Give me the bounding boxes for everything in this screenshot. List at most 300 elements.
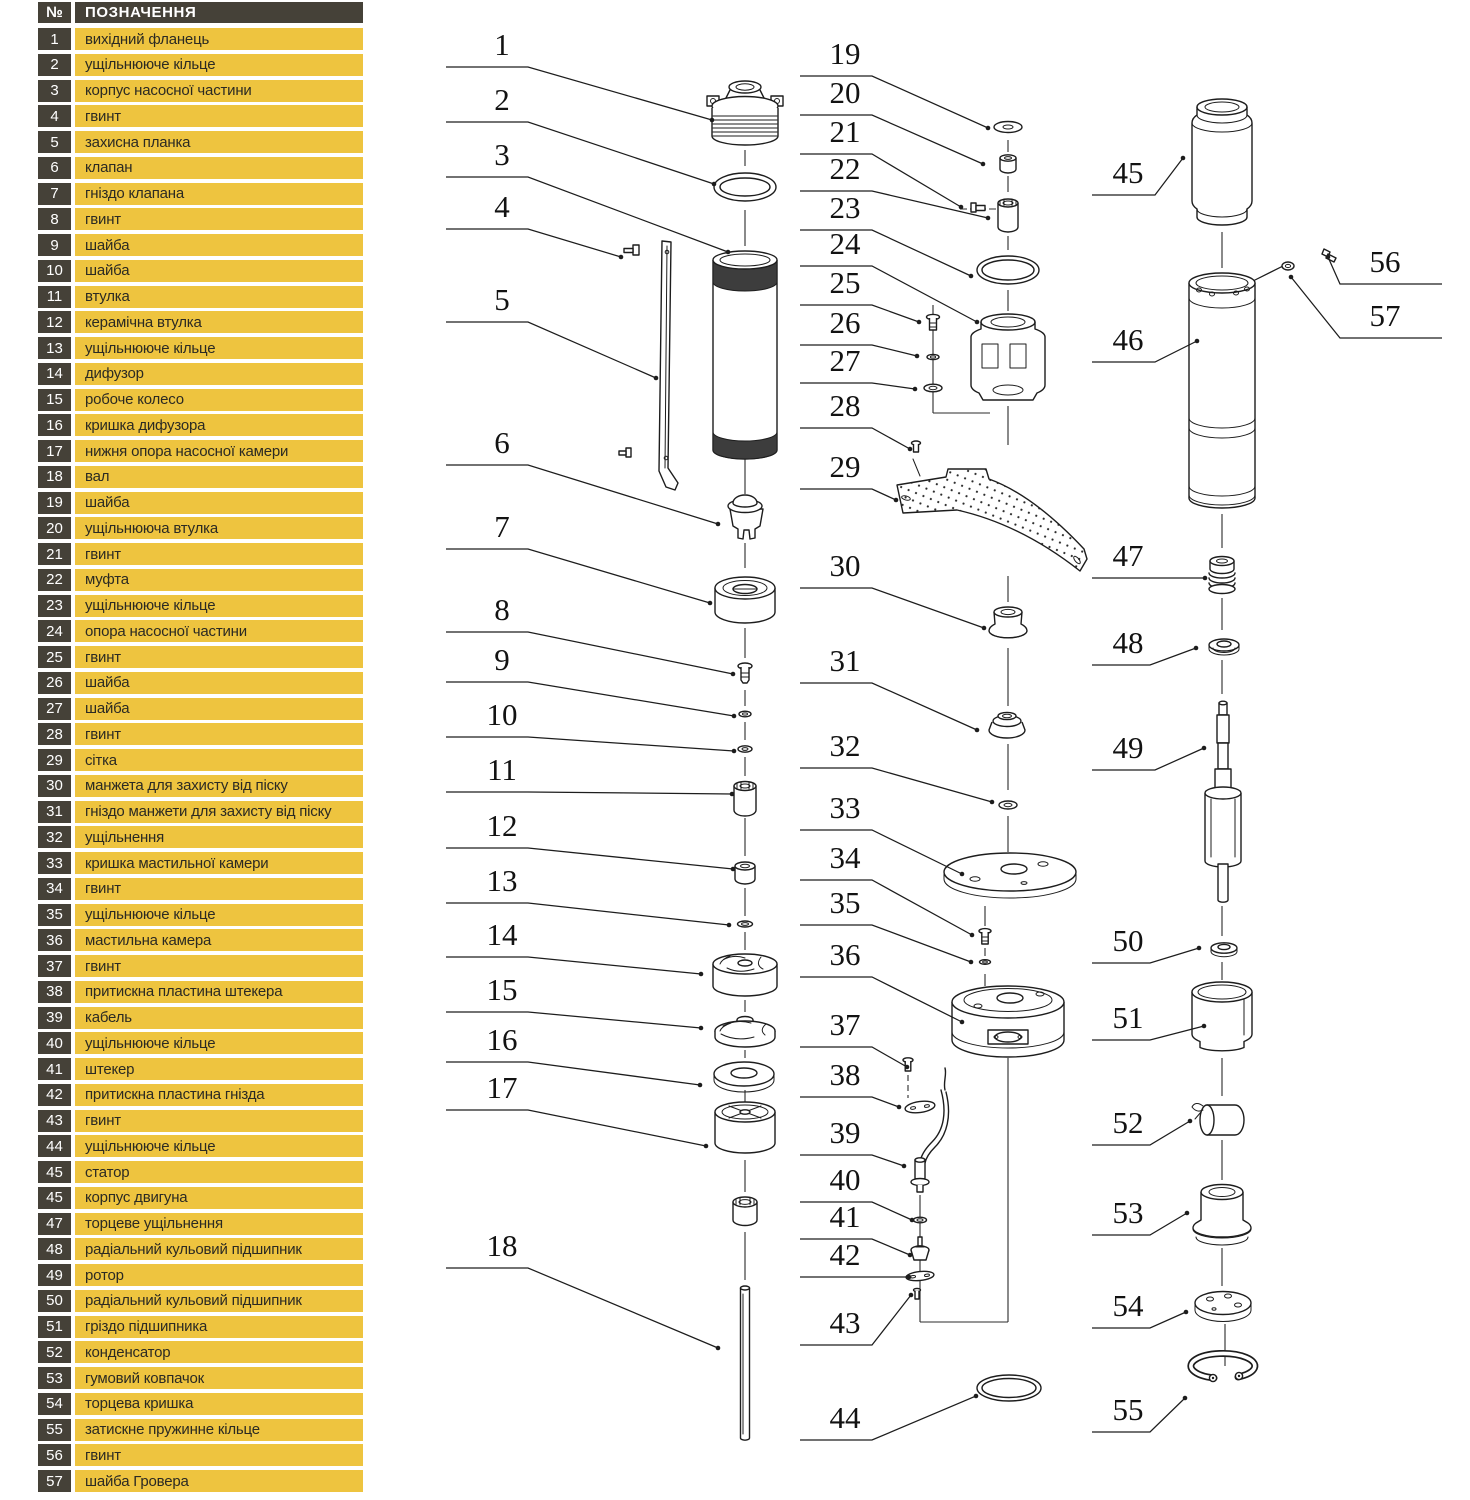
part-capacitor: [1192, 1103, 1244, 1135]
part-number: 39: [38, 1007, 71, 1029]
callout-30: [800, 548, 986, 630]
part-row-16: [38, 414, 363, 436]
part-number: 38: [38, 981, 71, 1003]
part-seal-bushing-20: [1000, 155, 1016, 173]
part-row-48: [38, 1238, 363, 1260]
part-number: 9: [38, 234, 71, 256]
part-name: гвинт: [75, 208, 363, 230]
part-name: ущільнююче кільце: [75, 54, 363, 76]
part-row-57: [38, 1470, 363, 1492]
part-diffuser-cover: [714, 1062, 774, 1092]
part-row-3: [38, 80, 363, 102]
svg-text:30: 30: [829, 548, 861, 583]
callout-38: [800, 1057, 901, 1109]
svg-text:55: 55: [1112, 1392, 1144, 1427]
part-sand-guard-sleeve: [989, 607, 1027, 638]
callout-50: [1092, 923, 1201, 963]
part-name: корпус двигуна: [75, 1187, 363, 1209]
svg-text:13: 13: [486, 863, 518, 898]
part-name: втулка: [75, 286, 363, 308]
part-number: 45: [38, 1161, 71, 1183]
part-name: гвинт: [75, 646, 363, 668]
part-name: гніздо клапана: [75, 183, 363, 205]
part-motor-housing: [1189, 273, 1255, 508]
part-row-39: [38, 1007, 363, 1029]
part-number: 54: [38, 1393, 71, 1415]
part-name: вихідний фланець: [75, 28, 363, 50]
part-name: вал: [75, 466, 363, 488]
callout-8: [446, 592, 735, 676]
part-oil-chamber-cover: [944, 853, 1076, 898]
part-name: гвинт: [75, 105, 363, 127]
part-o-ring-13: [738, 921, 753, 927]
part-cable: [911, 1068, 949, 1192]
part-o-ring-40: [914, 1217, 927, 1223]
part-shaft: [741, 1286, 750, 1440]
part-washer-10: [738, 746, 752, 752]
part-row-33: [38, 852, 363, 874]
part-name: радіальний кульовий підшипник: [75, 1290, 363, 1312]
part-name: дифузор: [75, 363, 363, 385]
part-plug: [911, 1237, 929, 1260]
part-row-27: [38, 698, 363, 720]
part-row-19: [38, 492, 363, 514]
part-number: 3: [38, 80, 71, 102]
callout-54: [1092, 1288, 1188, 1328]
part-name: шайба: [75, 698, 363, 720]
part-number: 19: [38, 492, 71, 514]
callout-24: [800, 226, 979, 324]
part-mesh-screen: [897, 469, 1087, 571]
callout-46: [1092, 322, 1199, 362]
svg-text:44: 44: [829, 1400, 861, 1435]
part-name: гвинт: [75, 955, 363, 977]
part-name: ущільнююче кільце: [75, 1135, 363, 1157]
part-number: 36: [38, 929, 71, 951]
callout-21: [800, 114, 963, 209]
callout-51: [1092, 1000, 1206, 1040]
part-row-32: [38, 826, 363, 848]
svg-text:12: 12: [486, 808, 518, 843]
part-row-14: [38, 363, 363, 385]
part-row-41: [38, 1058, 363, 1080]
part-name: кришка мастильної камери: [75, 852, 363, 874]
part-ball-bearing-48: [1209, 639, 1239, 655]
part-valve-seat: [715, 577, 775, 623]
part-row-42: [38, 1084, 363, 1106]
part-number: 4: [38, 105, 71, 127]
part-row-31: [38, 801, 363, 823]
part-screw-21: [971, 203, 985, 212]
part-number: 15: [38, 389, 71, 411]
part-name: корпус насосної частини: [75, 80, 363, 102]
callout-42: [800, 1237, 911, 1279]
svg-text:52: 52: [1112, 1105, 1144, 1140]
callout-43: [800, 1293, 913, 1345]
svg-text:54: 54: [1112, 1288, 1144, 1323]
svg-text:1: 1: [494, 27, 510, 62]
callout-3: [446, 137, 730, 254]
part-number: 17: [38, 440, 71, 462]
part-name: ущільнення: [75, 826, 363, 848]
part-row-9: [38, 234, 363, 256]
part-row-1: [38, 28, 363, 50]
part-outlet-flange: [707, 81, 783, 145]
part-number: 33: [38, 852, 71, 874]
part-row-8: [38, 208, 363, 230]
part-plug-plate: [904, 1099, 935, 1114]
part-name: ущільнююче кільце: [75, 1032, 363, 1054]
parts-table-header: [38, 2, 363, 23]
callout-7: [446, 509, 712, 605]
part-name: ротор: [75, 1264, 363, 1286]
part-mechanical-seal: [1209, 557, 1235, 594]
part-name: манжета для захисту від піску: [75, 775, 363, 797]
part-rotor: [1205, 701, 1241, 902]
svg-text:19: 19: [829, 36, 861, 71]
part-name: муфта: [75, 569, 363, 591]
callout-55: [1092, 1392, 1187, 1432]
part-washer-26: [927, 354, 939, 359]
svg-text:9: 9: [494, 642, 510, 677]
svg-text:36: 36: [829, 937, 861, 972]
svg-text:25: 25: [829, 265, 861, 300]
part-row-51: [38, 1316, 363, 1338]
part-number: 11: [38, 286, 71, 308]
callout-2: [446, 82, 716, 186]
part-ball-bearing-50: [1211, 943, 1237, 957]
part-number: 52: [38, 1341, 71, 1363]
part-row-30: [38, 775, 363, 797]
part-screw-28: [912, 441, 921, 476]
part-row-45: [38, 1161, 363, 1183]
part-impeller: [715, 1017, 775, 1048]
part-number: 10: [38, 260, 71, 282]
callout-1: [446, 27, 714, 122]
svg-text:6: 6: [494, 425, 510, 460]
part-number: 50: [38, 1290, 71, 1312]
callout-34: [800, 840, 974, 937]
part-bushing-11: [734, 782, 756, 817]
part-number: 14: [38, 363, 71, 385]
part-row-4: [38, 105, 363, 127]
callout-48: [1092, 625, 1198, 665]
part-number: 57: [38, 1470, 71, 1492]
part-row-53: [38, 1367, 363, 1389]
part-number: 45: [38, 1187, 71, 1209]
part-number: 34: [38, 878, 71, 900]
part-row-52: [38, 1341, 363, 1363]
part-row-34: [38, 878, 363, 900]
part-number: 29: [38, 749, 71, 771]
part-screw-4: [624, 245, 639, 255]
callout-18: [446, 1228, 720, 1350]
part-row-5: [38, 131, 363, 153]
part-row-11: [38, 286, 363, 308]
part-row-45: [38, 1187, 363, 1209]
part-number: 44: [38, 1135, 71, 1157]
svg-text:17: 17: [486, 1070, 518, 1105]
part-o-ring-2: [714, 173, 776, 201]
part-row-50: [38, 1290, 363, 1312]
part-row-21: [38, 543, 363, 565]
part-number: 1: [38, 28, 71, 50]
part-number: 31: [38, 801, 71, 823]
part-row-28: [38, 723, 363, 745]
part-row-37: [38, 955, 363, 977]
callout-47: [1092, 538, 1207, 580]
svg-text:27: 27: [829, 343, 861, 378]
svg-text:26: 26: [829, 305, 861, 340]
part-name: шайба: [75, 492, 363, 514]
callout-15: [446, 972, 703, 1030]
part-name: гніздо манжети для захисту від піску: [75, 801, 363, 823]
svg-text:7: 7: [494, 509, 510, 544]
part-row-7: [38, 183, 363, 205]
part-number: 30: [38, 775, 71, 797]
callout-53: [1092, 1195, 1189, 1235]
parts-table-body: [38, 28, 363, 1492]
part-row-26: [38, 672, 363, 694]
part-stator: [1192, 99, 1252, 225]
part-screw-25: [927, 314, 940, 330]
part-number: 40: [38, 1032, 71, 1054]
part-name: ущільнююче кільце: [75, 337, 363, 359]
callout-10: [446, 697, 736, 753]
parts-table: [38, 2, 363, 1496]
part-number: 55: [38, 1419, 71, 1441]
part-row-13: [38, 337, 363, 359]
svg-text:3: 3: [494, 137, 510, 172]
part-number: 41: [38, 1058, 71, 1080]
part-name: гвинт: [75, 543, 363, 565]
svg-text:21: 21: [829, 114, 861, 149]
svg-text:41: 41: [829, 1199, 861, 1234]
part-number: 23: [38, 595, 71, 617]
callout-6: [446, 425, 720, 526]
part-o-ring-35: [980, 960, 991, 965]
svg-text:20: 20: [829, 75, 861, 110]
svg-text:14: 14: [486, 917, 518, 952]
svg-text:38: 38: [829, 1057, 861, 1092]
part-row-10: [38, 260, 363, 282]
part-number: 27: [38, 698, 71, 720]
svg-text:46: 46: [1112, 322, 1144, 357]
part-number: 37: [38, 955, 71, 977]
part-end-cover: [1195, 1292, 1251, 1322]
svg-text:45: 45: [1112, 155, 1144, 190]
part-row-49: [38, 1264, 363, 1286]
part-name: притискна пластина гнізда: [75, 1084, 363, 1106]
part-valve: [728, 495, 763, 539]
part-number: 6: [38, 157, 71, 179]
part-name: шайба Гровера: [75, 1470, 363, 1492]
part-name: керамічна втулка: [75, 311, 363, 333]
part-name: робоче колесо: [75, 389, 363, 411]
part-name: гумовий ковпачок: [75, 1367, 363, 1389]
part-number: 47: [38, 1213, 71, 1235]
part-name: шайба: [75, 672, 363, 694]
callout-5: [446, 282, 658, 380]
svg-text:24: 24: [829, 226, 861, 261]
part-pump-casing: [713, 251, 777, 459]
part-row-12: [38, 311, 363, 333]
callout-25: [800, 265, 921, 324]
part-name: притискна пластина штекера: [75, 981, 363, 1003]
part-number: 24: [38, 620, 71, 642]
part-row-24: [38, 620, 363, 642]
part-name: ущільнююче кільце: [75, 595, 363, 617]
part-spring-washer-57: [1282, 262, 1294, 270]
part-name: шайба: [75, 260, 363, 282]
svg-text:34: 34: [829, 840, 861, 875]
part-name: затискне пружинне кільце: [75, 1419, 363, 1441]
part-row-54: [38, 1393, 363, 1415]
header-designation-cell: ПОЗНАЧЕННЯ: [75, 2, 363, 23]
svg-text:51: 51: [1112, 1000, 1144, 1035]
svg-text:32: 32: [829, 728, 861, 763]
svg-text:53: 53: [1112, 1195, 1144, 1230]
callout-27: [800, 343, 917, 391]
part-retaining-ring: [1191, 1353, 1255, 1381]
callout-56: [1326, 244, 1442, 284]
svg-text:16: 16: [486, 1022, 518, 1057]
svg-text:49: 49: [1112, 730, 1144, 765]
part-row-55: [38, 1419, 363, 1441]
part-row-36: [38, 929, 363, 951]
part-number: 43: [38, 1110, 71, 1132]
part-row-40: [38, 1032, 363, 1054]
callout-49: [1092, 730, 1206, 770]
part-o-ring-44: [977, 1375, 1041, 1401]
part-row-56: [38, 1444, 363, 1466]
callout-14: [446, 917, 703, 976]
svg-text:5: 5: [494, 282, 510, 317]
part-number: 25: [38, 646, 71, 668]
part-name: торцева кришка: [75, 1393, 363, 1415]
svg-text:11: 11: [487, 752, 517, 787]
part-spline-bushing: [733, 1197, 757, 1226]
part-name: конденсатор: [75, 1341, 363, 1363]
part-number: 28: [38, 723, 71, 745]
part-number: 26: [38, 672, 71, 694]
callout-28: [800, 388, 912, 451]
svg-text:57: 57: [1369, 298, 1401, 333]
part-rubber-cap: [1193, 1185, 1251, 1246]
svg-text:35: 35: [829, 885, 861, 920]
part-o-ring-23: [977, 256, 1039, 284]
svg-text:48: 48: [1112, 625, 1144, 660]
part-number: 7: [38, 183, 71, 205]
part-row-29: [38, 749, 363, 771]
part-lower-support: [715, 1102, 775, 1153]
part-number: 42: [38, 1084, 71, 1106]
part-number: 12: [38, 311, 71, 333]
part-name: сітка: [75, 749, 363, 771]
callout-29: [800, 449, 898, 502]
part-number: 5: [38, 131, 71, 153]
callout-4: [446, 189, 623, 259]
exploded-diagram: [370, 0, 1470, 1500]
part-row-20: [38, 517, 363, 539]
part-name: захисна планка: [75, 131, 363, 153]
part-row-38: [38, 981, 363, 1003]
part-name: мастильна камера: [75, 929, 363, 951]
part-washer-19: [994, 122, 1022, 133]
svg-text:40: 40: [829, 1162, 861, 1197]
part-name: кабель: [75, 1007, 363, 1029]
callouts: [446, 27, 1442, 1440]
part-number: 49: [38, 1264, 71, 1286]
part-name: гвинт: [75, 878, 363, 900]
part-number: 32: [38, 826, 71, 848]
header-number-cell: №: [38, 2, 71, 23]
svg-text:23: 23: [829, 190, 861, 225]
svg-text:22: 22: [829, 151, 861, 186]
part-number: 18: [38, 466, 71, 488]
callout-44: [800, 1394, 978, 1440]
part-diffuser: [713, 954, 777, 996]
part-row-43: [38, 1110, 363, 1132]
callout-31: [800, 643, 979, 732]
svg-text:47: 47: [1112, 538, 1144, 573]
part-ceramic-bushing: [735, 862, 755, 884]
part-washer-9: [739, 711, 751, 717]
part-number: 16: [38, 414, 71, 436]
part-screw-34: [979, 929, 991, 944]
part-pump-support: [971, 314, 1045, 400]
svg-text:28: 28: [829, 388, 861, 423]
svg-text:56: 56: [1369, 244, 1401, 279]
svg-text:42: 42: [829, 1237, 861, 1272]
part-number: 8: [38, 208, 71, 230]
part-row-23: [38, 595, 363, 617]
callout-20: [800, 75, 985, 166]
part-name: радіальний кульовий підшипник: [75, 1238, 363, 1260]
svg-text:8: 8: [494, 592, 510, 627]
callout-16: [446, 1022, 702, 1087]
svg-text:18: 18: [486, 1228, 518, 1263]
part-washer-27: [924, 384, 942, 392]
part-bearing-seat: [1192, 982, 1252, 1051]
part-name: штекер: [75, 1058, 363, 1080]
callout-35: [800, 885, 973, 964]
svg-text:39: 39: [829, 1115, 861, 1150]
part-seal-32: [999, 801, 1017, 809]
part-name: статор: [75, 1161, 363, 1183]
part-row-25: [38, 646, 363, 668]
part-coupling: [998, 199, 1018, 232]
svg-text:15: 15: [486, 972, 518, 1007]
part-name: гріздо підшипника: [75, 1316, 363, 1338]
part-name: нижня опора насосної камери: [75, 440, 363, 462]
part-name: гвинт: [75, 723, 363, 745]
part-name: ущільнююча втулка: [75, 517, 363, 539]
callout-45: [1092, 155, 1185, 195]
svg-text:4: 4: [494, 189, 510, 224]
callout-23: [800, 190, 973, 278]
svg-text:10: 10: [486, 697, 518, 732]
part-row-22: [38, 569, 363, 591]
callout-12: [446, 808, 735, 871]
part-number: 51: [38, 1316, 71, 1338]
part-number: 20: [38, 517, 71, 539]
part-number: 2: [38, 54, 71, 76]
part-name: кришка дифузора: [75, 414, 363, 436]
part-sand-guard-seat: [989, 712, 1025, 738]
part-row-35: [38, 904, 363, 926]
part-number: 21: [38, 543, 71, 565]
